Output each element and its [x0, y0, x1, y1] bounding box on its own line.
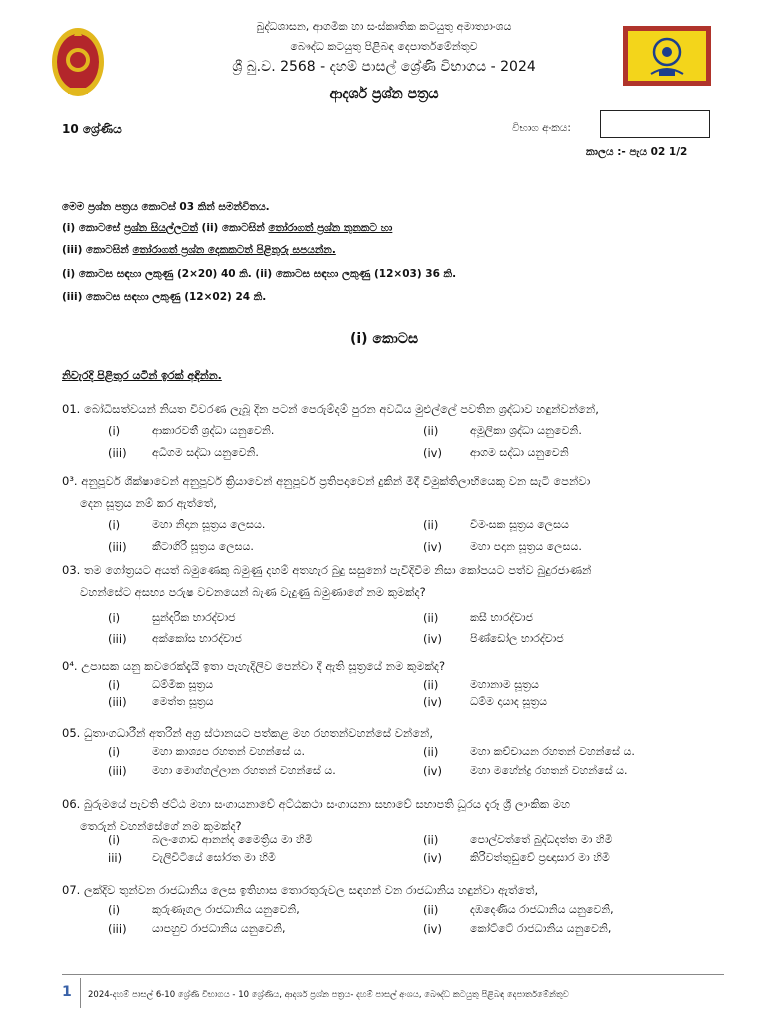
question-2-text: 0³. අනුපූර්ව ශික්ෂාවෙන් අනුපූර්ව ක්‍රියාවෙන් අනුපූර්ව ප්‍රතිපදාවෙන් දුකින් මිදී විමුක්තිලාභියෙකු වන සැටි පෙන්වා: [62, 474, 591, 488]
dhamma-school-flag-icon: [623, 26, 711, 86]
question-4-option[interactable]: මෙත්ත සූත්‍රය: [152, 695, 214, 708]
section-title: (i) කොටස: [349, 331, 419, 347]
option-number: (i): [108, 424, 121, 438]
question-3-text: වහන්සේට අසභ්‍ය පරුෂ වචනයෙන් බැණ වැදුණු බමුණාගේ නම කුමක්ද?: [80, 585, 426, 599]
question-5-option[interactable]: මහා මහේන්ද්‍ර රහතන් වහන්සේ ය.: [470, 764, 628, 777]
ministry-name: බුද්ධශාසන, ආගමික හා සංස්කෘතික කටයුතු අමාත්‍යාංශය: [256, 20, 512, 33]
index-number-box[interactable]: [600, 110, 710, 138]
option-number: (iii): [108, 695, 127, 709]
instruction-line-4: (i) කොටස සඳහා ලකුණු (2×20) 40 කි. (ii) කොටස සඳහා ලකුණු (12×03) 36 කි.: [62, 268, 457, 280]
option-number: (iv): [423, 446, 442, 460]
option-number: iii): [108, 851, 123, 865]
option-number: (ii): [423, 903, 439, 917]
question-1-option[interactable]: අමූලිකා ශ්‍රද්ධා යනුවෙනි.: [470, 424, 582, 437]
question-7-option[interactable]: දඹදෙණිය රාජධානිය යනුවෙනි,: [470, 903, 614, 916]
option-number: (iii): [108, 540, 127, 554]
question-4-text: 0⁴. උපාසක යනු කවරෙක්දැයි ඉතා පැහැදිලිව පෙන්වා දී ඇති සූත්‍රයේ නම කුමක්ද?: [62, 659, 446, 673]
question-1-option[interactable]: අධිගම සද්ධා යනුවෙනි.: [152, 446, 259, 459]
question-4-option[interactable]: මහානාම සූත්‍රය: [470, 678, 539, 691]
question-3-text: 03. තම ගෝත්‍රයට අයත් බමුණෙකු බමුණු දහම් අතහැර බුදු සසුනෝ පැවිදිවීම නිසා කෝපයට පත්ව බුදුරජාණන්: [62, 563, 592, 577]
option-number: (iv): [423, 695, 442, 709]
section-instruction: නිවැරදි පිළිතුර යටින් ඉරක් අඳින්න.: [62, 369, 222, 382]
option-number: (i): [108, 745, 121, 759]
option-number: (ii): [423, 424, 439, 438]
question-5-option[interactable]: මහා කාශ්‍යප රහතන් වහන්සේ ය.: [152, 745, 305, 758]
question-3-option[interactable]: අක්කෝස භාරද්වාජ: [152, 632, 242, 645]
department-name: බෞද්ධ කටයුතු පිළිබඳ දෙපාර්තමේන්තුව: [290, 40, 478, 53]
question-5-option[interactable]: මහා කච්චායන රහතන් වහන්සේ ය.: [470, 745, 635, 758]
paper-title: ආදර්ශ ප්‍රශ්න පත්‍රය: [329, 86, 439, 102]
question-1-option[interactable]: ආගම සද්ධා යනුවෙනි: [470, 446, 569, 459]
question-2-option[interactable]: මහා පදාන සූත්‍රය ලෙසය.: [470, 540, 582, 553]
option-number: (iii): [108, 446, 127, 460]
option-number: (i): [108, 678, 121, 692]
question-7-option[interactable]: යාපහුව රාජධානිය යනුවෙනි,: [152, 922, 286, 935]
footer-text: 2024-දහම් පාසල් 6-10 ශ්‍රේණි විභාගය - 10 ශ්‍රේණිය, ආදර්ශ ප්‍රශ්න පත්‍රය- දහම් පාසල් අංශය, බෞද්ධ කටයුතු පිළිබඳ දෙපාර්තමේන්තුව: [88, 990, 569, 1000]
index-number-label: විභාග අංකය:: [512, 122, 571, 134]
question-6-option[interactable]: කිරිවත්තුඩුවේ ප්‍රඥාසාර මා හිමි: [470, 851, 610, 864]
question-6-option[interactable]: වැලිවිටියේ සෝරත මා හිමි: [152, 851, 276, 864]
question-4-option[interactable]: ධම්මික සූත්‍රය: [152, 678, 214, 691]
question-2-text: දෙන සූත්‍රය නම් කර ඇත්තේ,: [80, 496, 217, 510]
question-6-option[interactable]: බලංගොඩ ආනන්ද මෛත්‍රිය මා හිමි: [152, 833, 313, 846]
question-4-option[interactable]: ධම්ම දායාද සූත්‍රය: [470, 695, 548, 708]
question-6-text: තෙරුන් වහන්සේගේ නම කුමක්ද?: [80, 819, 242, 833]
option-number: (iv): [423, 851, 442, 865]
instruction-line-3: (iii) කොටසින් තෝරාගත් ප්‍රශ්න දෙකකටත් පිළිතුරු සපයන්න.: [62, 244, 336, 256]
grade-label: 10 ශ්‍රේණිය: [62, 122, 122, 136]
option-number: (iv): [423, 922, 442, 936]
question-5-option[interactable]: මහා මොග්ගල්ලාන රහතන් වහන්සේ ය.: [152, 764, 336, 777]
option-number: (ii): [423, 518, 439, 532]
instruction-line-2: (i) කොටසේ ප්‍රශ්න සියල්ලටත් (ii) කොටසින් තෝරාගත් ප්‍රශ්න තුනකට හා: [62, 222, 393, 234]
question-6-option[interactable]: පොල්වත්තේ බුද්ධදත්ත මා හිමි: [470, 833, 613, 846]
page-number: 1: [62, 984, 72, 1000]
question-3-option[interactable]: කසී භාරද්වාජ: [470, 611, 534, 624]
option-number: (ii): [423, 833, 439, 847]
question-1-text: 01. බෝධිසත්වයන් නියත විවරණ ලැබූ දින පටන් පෙරුම්දම් පුරන අවධිය මුළුල්ලේ පවතින ශ්‍රද්ධාව හඳුන්වන්නේ,: [62, 402, 599, 416]
footer-divider: [80, 978, 81, 1008]
time-allowed: කාලය :- පැය 02 1/2: [586, 146, 688, 158]
option-number: (i): [108, 518, 121, 532]
option-number: (i): [108, 833, 121, 847]
question-7-text: 07. ලක්දිව තුන්වන රාජධානිය ලෙස ඉතිහාස තොරතුරුවල සඳහන් වන රාජධානිය හඳුන්වා ඇත්තේ,: [62, 883, 539, 897]
question-2-option[interactable]: කීටාගිරි සූත්‍රය ලෙසය.: [152, 540, 254, 553]
question-5-text: 05. ධුතාංගධාරීන් අතරින් අග්‍ර ස්ථානයට පත්කළ මහ රහතන්වහන්සේ වන්නේ,: [62, 726, 434, 740]
question-2-option[interactable]: වීමංසක සූත්‍රය ලෙසය: [470, 518, 569, 531]
instruction-line-5: (iii) කොටස සඳහා ලකුණු (12×02) 24 කි.: [62, 291, 267, 303]
footer-rule: [62, 974, 724, 975]
option-number: (ii): [423, 745, 439, 759]
option-number: (iv): [423, 764, 442, 778]
instruction-line-1: මෙම ප්‍රශ්න පත්‍රය කොටස් 03 කින් සමන්විතය.: [62, 201, 270, 213]
question-3-option[interactable]: පිණ්ඩෝල භාරද්වාජ: [470, 632, 564, 645]
exam-title: ශ්‍රී බු.ව. 2568 - දහම් පාසල් ශ්‍රේණි විභාගය - 2024: [232, 59, 536, 75]
option-number: (iii): [108, 632, 127, 646]
question-6-text: 06. බුරුමයේ පැවති ඡට්ඨ මහා සංගායනාවේ අට්ඨකථා සංගායනා සභාවේ සභාපති ධූරය දැරූ ශ්‍රී ලාංකික මහ: [62, 797, 571, 811]
question-1-option[interactable]: ආකාරවතී ශ්‍රද්ධා යනුවෙනි.: [152, 424, 275, 437]
option-number: (iv): [423, 540, 442, 554]
option-number: (iii): [108, 764, 127, 778]
question-7-option[interactable]: කෝට්ටේ රාජධානිය යනුවෙනි,: [470, 922, 612, 935]
option-number: (iv): [423, 632, 442, 646]
option-number: (i): [108, 903, 121, 917]
option-number: (i): [108, 611, 121, 625]
option-number: (iii): [108, 922, 127, 936]
option-number: (ii): [423, 611, 439, 625]
question-2-option[interactable]: මහා නිදාන සූත්‍රය ලෙසය.: [152, 518, 266, 531]
option-number: (ii): [423, 678, 439, 692]
question-3-option[interactable]: සුන්දරික භාරද්වාජ: [152, 611, 236, 624]
question-7-option[interactable]: කුරුණෑගල රාජධානිය යනුවෙනි,: [152, 903, 300, 916]
